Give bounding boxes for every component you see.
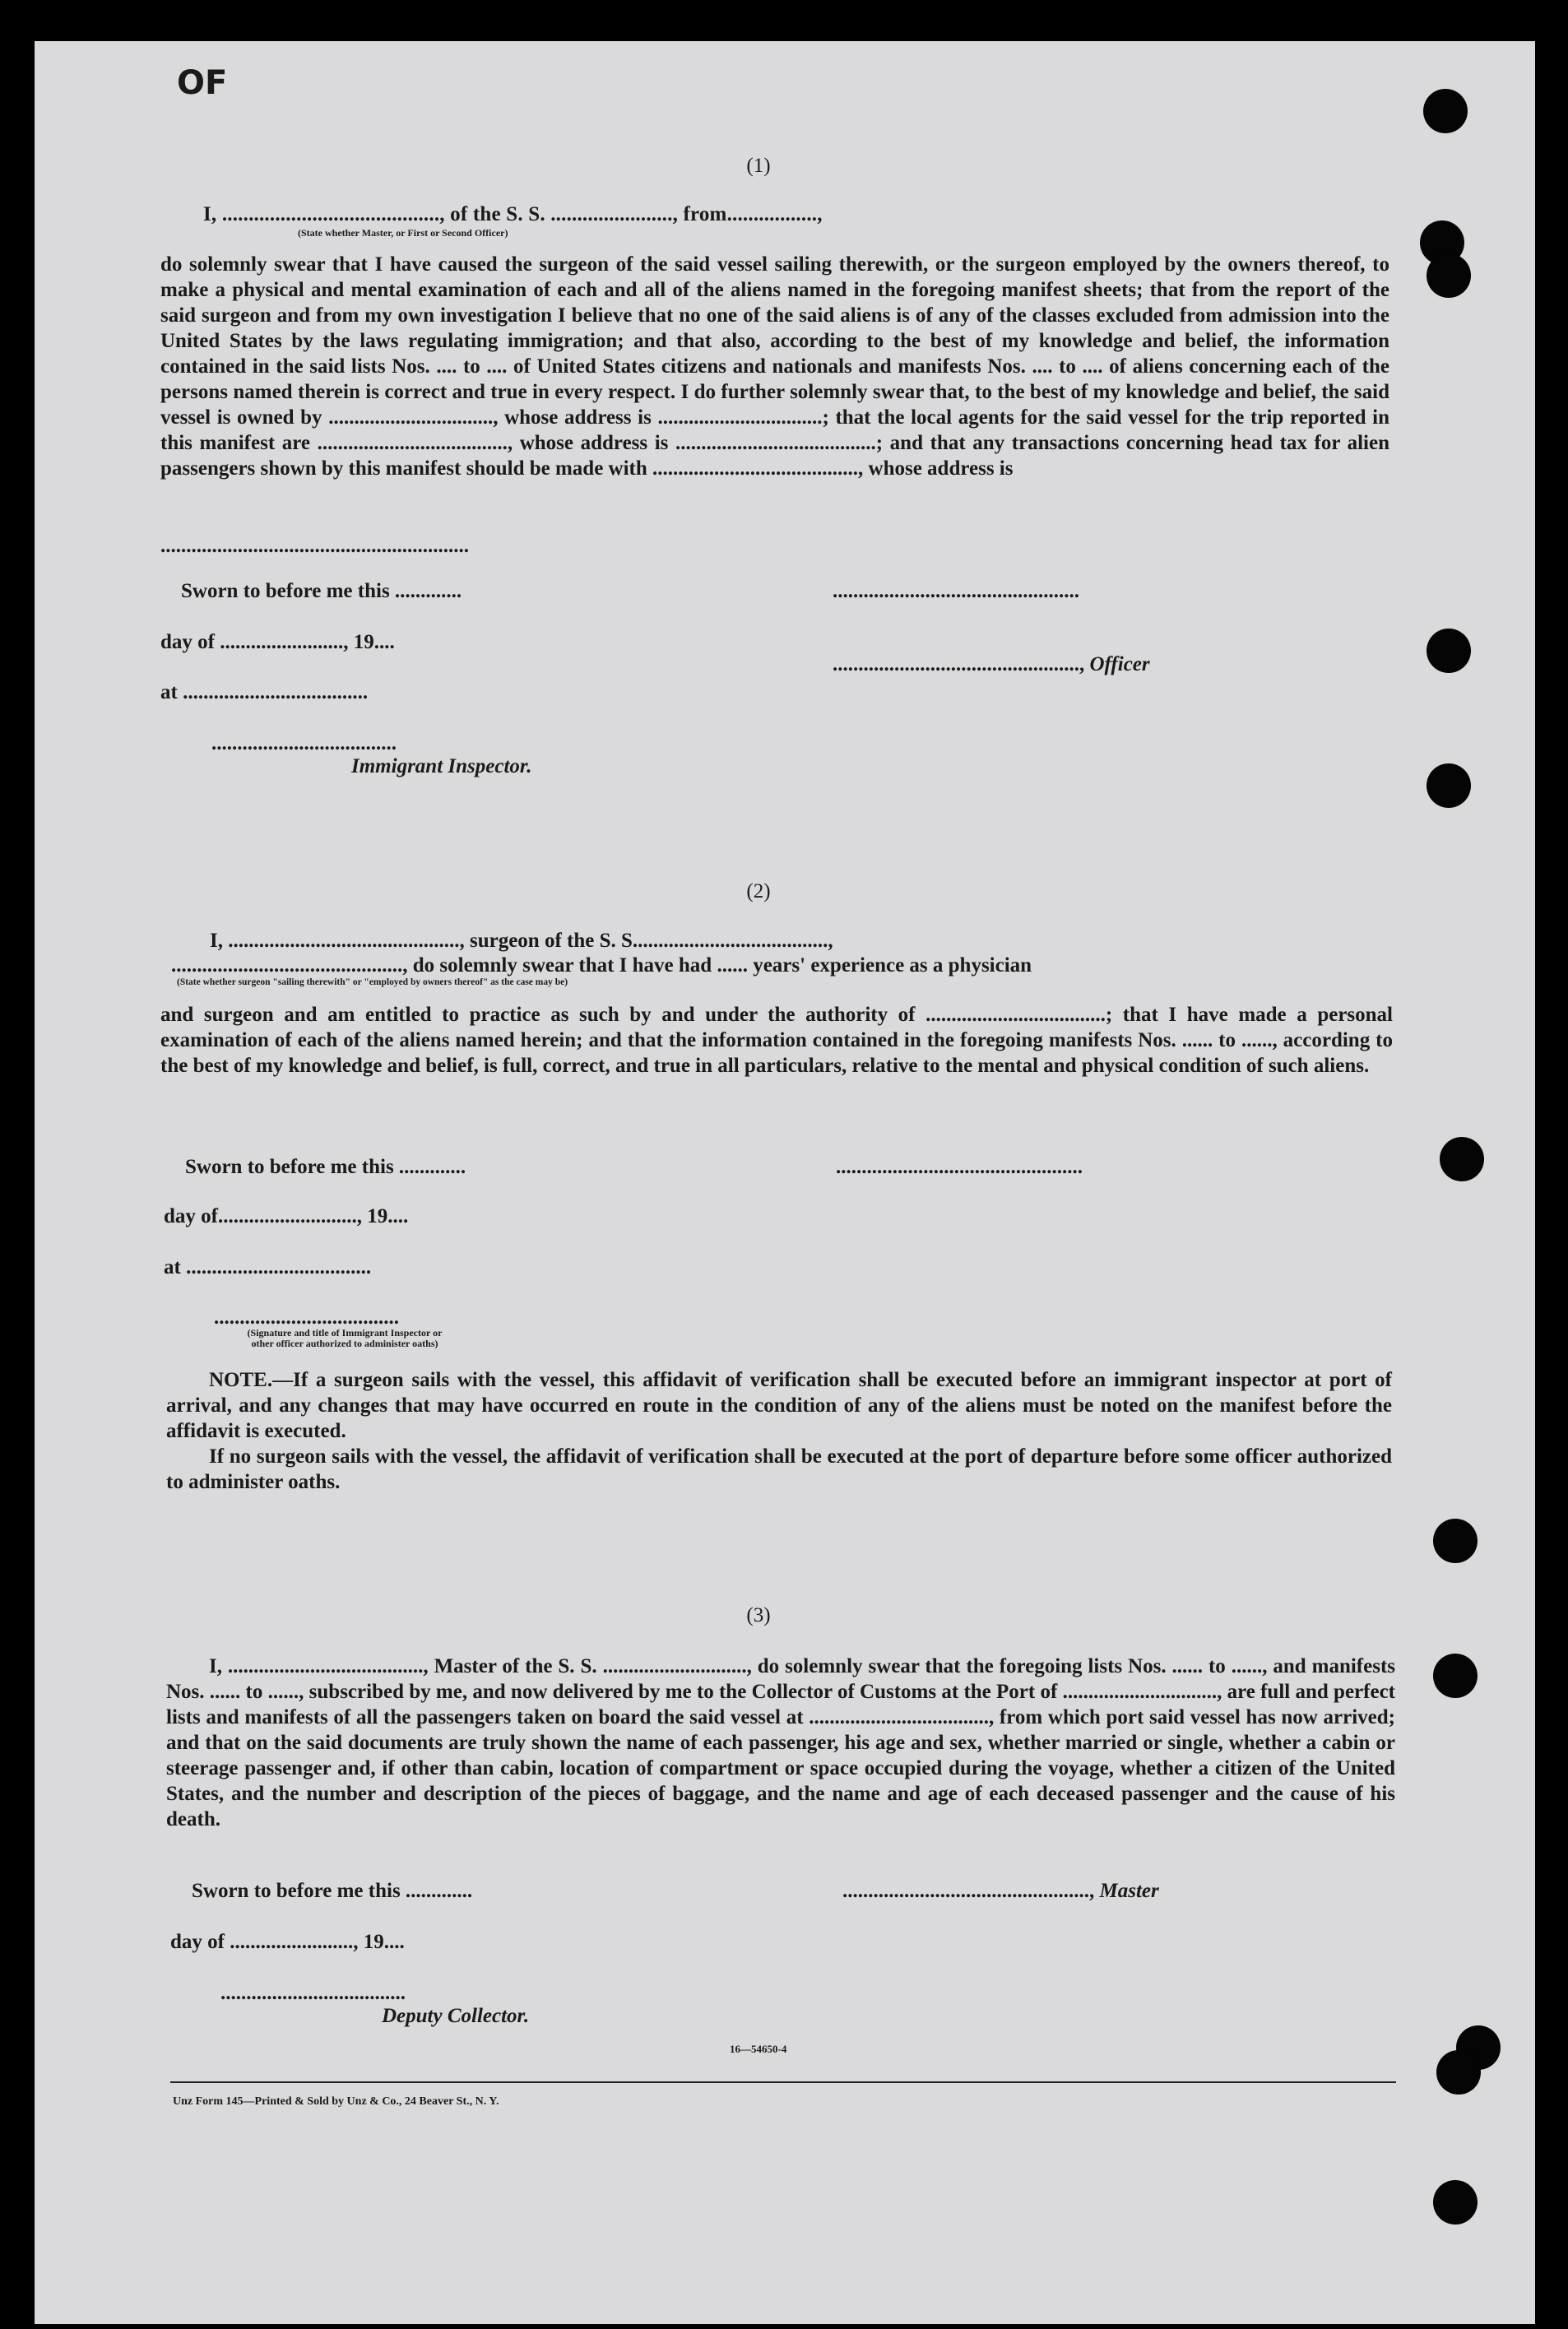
- punch-hole: [1427, 763, 1471, 808]
- section-3-body-text: I, ......................................, Master of the S. S. ............................, do solemnly swear that the foregoing lists Nos. ...... to ......, and manifests Nos. ...... to ......, subscribed by me, and now delivered by me to the Collector of Customs at the Port of .............................., are full and perfect lists and manifests of all the passengers taken on board the said vessel at ..................................., from which port said vessel has now arrived; and that on the said documents are truly shown the name of each passenger, his age and sex, whether married or single, whether a cabin or steerage passenger and, if other than cabin, location of compartment or space occupied during the voyage, whether a citizen of the United States, and the number and description of the pieces of baggage, and the name and age of each deceased passenger and the cause of his death.: [166, 1655, 1395, 1830]
- section-2-body: and surgeon and am entitled to practice as such by and under the authority of ...................................; that I have made a personal examination of each of the aliens named herein; and that the information contained in the foregoing manifests Nos. ...... to ......, according to the best of my knowledge and belief, is full, correct, and true in all particulars, relative to the mental and physical condition of such aliens.: [160, 1004, 1393, 1077]
- section-1-officer-dots: ................................................,: [833, 653, 1090, 675]
- section-3-number: (3): [746, 1604, 771, 1626]
- section-1-at: at ....................................: [160, 681, 369, 703]
- section-1-officer-word: Officer: [1089, 653, 1150, 675]
- section-1-officer-line-2: [833, 653, 1150, 676]
- section-2-number: (2): [746, 880, 771, 902]
- section-2-note-1: [166, 1367, 1392, 1444]
- punch-hole: [1440, 1137, 1484, 1181]
- section-1-opening-note: (State whether Master, or First or Second Officer): [298, 227, 508, 239]
- punch-hole: [1423, 89, 1468, 133]
- section-1-opening-line: I, ........................................., of the S. S. ......................., from.................,: [203, 203, 823, 225]
- section-3-signature-line: ....................................: [220, 1982, 406, 2004]
- punch-hole: [1427, 253, 1471, 298]
- document-sheet: [35, 41, 1535, 2324]
- section-1-number: (1): [746, 155, 771, 177]
- section-3-day: day of ........................, 19....: [170, 1931, 405, 1953]
- section-2-sworn: Sworn to before me this .............: [185, 1156, 466, 1178]
- section-3-signature-title: Deputy Collector.: [382, 2005, 530, 2027]
- form-code-label: 16—54650-4: [730, 2043, 787, 2055]
- section-2-note-2: [166, 1444, 1392, 1495]
- section-2-note-2-text: If no surgeon sails with the vessel, the affidavit of verification shall be executed at the port of departure before some officer authorized to administer oaths.: [166, 1445, 1392, 1493]
- section-1-sworn: Sworn to before me this .............: [181, 580, 462, 602]
- punch-hole: [1427, 629, 1471, 673]
- punch-hole: [1433, 2180, 1478, 2225]
- section-2-line-2-note: (State whether surgeon "sailing therewith" or "employed by owners thereof" as the case may be): [177, 977, 568, 987]
- section-1-officer-line: ................................................: [833, 580, 1079, 602]
- section-2-signature-line: ....................................: [214, 1306, 399, 1329]
- section-3-body: [166, 1654, 1395, 1832]
- section-1-body: do solemnly swear that I have caused the surgeon of the said vessel sailing therewith, or the surgeon employed by the owners thereof, to make a physical and mental examination of each and all of the aliens named in the foregoing manifest sheets; that from the report of the said surgeon and from my own investigation I believe that no one of the said aliens is of any of the classes excluded from admission into the United States by the laws regulating immigration; and that also, according to the best of my knowledge and belief, the information contained in the said lists Nos. .... to .... of United States citizens and nationals and manifests Nos. .... to .... of aliens concerning each of the persons named therein is correct and true in every respect. I do further solemnly swear that, to the best of my knowledge and belief, the said vessel is owned by ................................, whose address is ................................; that the local agents for the said vessel for the trip reported in this manifest are ....................................., whose address is .......................................; and that any transactions concerning head tax for alien passengers shown by this manifest should be made with ........................................, whose address is: [160, 253, 1389, 480]
- section-2-signature-note: (Signature and title of Immigrant Inspector or other officer authorized to administer oaths): [247, 1327, 443, 1349]
- footer-imprint: Unz Form 145—Printed & Sold by Unz & Co., 24 Beaver St., N. Y.: [173, 2095, 499, 2108]
- section-3-master-line: [842, 1880, 1159, 1903]
- section-2-at: at ....................................: [164, 1256, 372, 1278]
- section-2-line-1: I, ............................................., surgeon of the S. S......................................,: [210, 930, 833, 952]
- section-1-signature-title: Immigrant Inspector.: [351, 755, 532, 777]
- section-3-master-dots: ................................................,: [842, 1880, 1100, 1902]
- punch-hole: [1436, 2050, 1481, 2095]
- section-1-day: day of ........................, 19....: [160, 631, 395, 653]
- punch-hole: [1433, 1519, 1478, 1563]
- section-1-body-tail: ............................................................: [160, 535, 469, 557]
- section-2-line-2: ............................................., do solemnly swear that I have had ...... years' experience as a physician: [171, 954, 1032, 977]
- section-3-master-word: Master: [1099, 1880, 1159, 1902]
- section-2-officer-line: ................................................: [836, 1156, 1083, 1178]
- section-2-note-1-text: NOTE.—If a surgeon sails with the vessel, this affidavit of verification shall be executed before an immigrant inspector at port of arrival, and any changes that may have occurred en route in the condition of any of the aliens must be noted on the manifest before the affidavit is executed.: [166, 1369, 1392, 1442]
- section-3-sworn: Sworn to before me this .............: [192, 1880, 473, 1902]
- corner-mark: OF: [177, 64, 228, 102]
- section-1-signature-line: ....................................: [211, 732, 397, 754]
- footer-rule: [170, 2081, 1396, 2083]
- section-2-day: day of..........................., 19....: [164, 1205, 409, 1227]
- punch-hole: [1433, 1654, 1478, 1698]
